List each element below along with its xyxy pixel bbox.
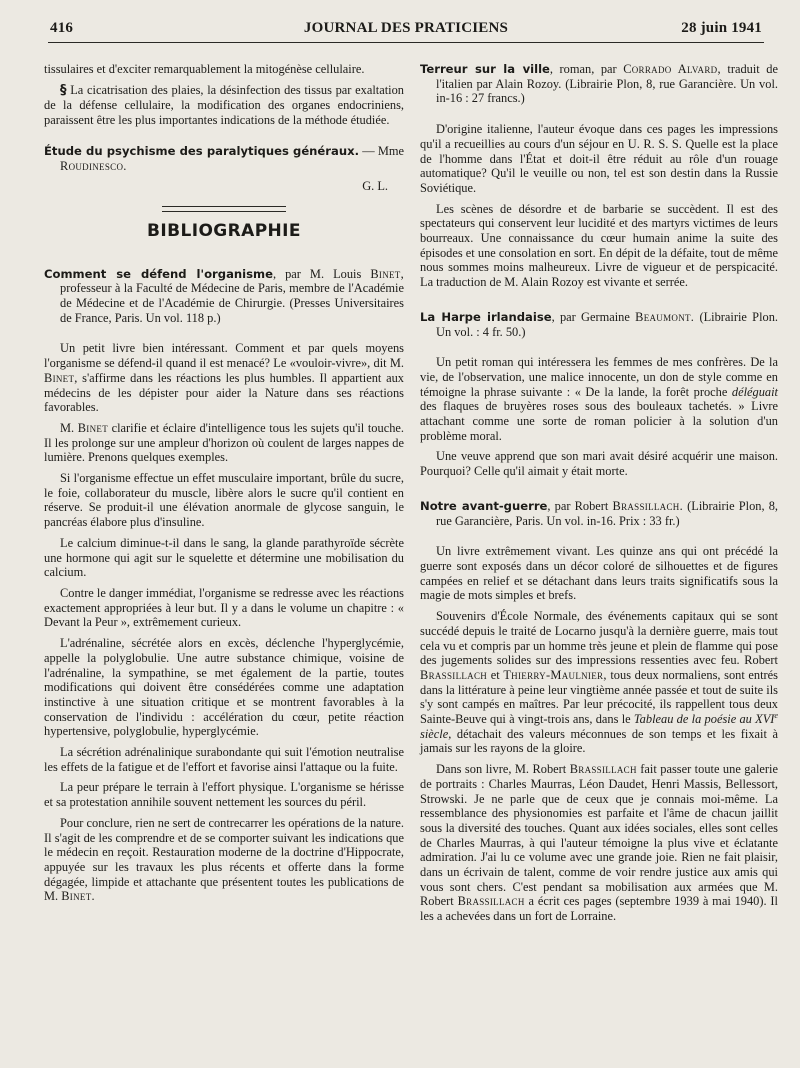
right-column	[420, 62, 778, 930]
review-4-paragraph-3: Dans son livre, M. Robert Brassillach fait passer toute une galerie de portraits : Charles Maurras, Léon Daudet, Henri Massis, Bellessort, Strowski. Je ne parle que de ceux que je connais moi-même. La ressemblance des physionomies est parfaite et l'âme de chacun jaillit sous la diversité des touches. Quant aux idées sociales, elles sont celles de Charles Maurras, à qui l'auteur témoigne la plus vive et éclatante admiration. J'ai lu ce volume avec une grande joie. Rien ne fait plaisir, dans un écrivain de talent, comme de voir rendre justice aux amis qui vous sont chers. C'est pendant sa mobilisation aux armées que M. Robert Brassillach a écrit ces pages (septembre 1939 à mai 1940). Il les a achevées dans un fort de Lorraine.	[420, 762, 778, 924]
issue-date: 28 juin 1941	[681, 20, 762, 36]
review-1-paragraph-7: La sécrétion adrénalinique surabondante qui suit l'émotion neutralise les effets de la fatigue et de l'effort et favorise ainsi l'attaque ou la fuite.	[44, 745, 404, 774]
etude-author: Roudinesco.	[60, 158, 127, 173]
page-number: 416	[50, 20, 74, 36]
book-title-4: Notre avant-guerre	[420, 498, 548, 513]
review-1-paragraph-1: Un petit livre bien intéressant. Comment et par quels moyens l'organisme se défend-il quand il est menacé? Le «vouloir-vivre», dit M. Binet, s'affirme dans les réactions les plus humbles. Il appartient aux médecins de les dépister pour aider la Nature dans ses réactions favorables.	[44, 341, 404, 415]
book-title-1: Comment se défend l'organisme	[44, 266, 273, 281]
book-title-3: La Harpe irlandaise	[420, 309, 552, 324]
section-divider	[162, 206, 286, 212]
book-entry-4: Notre avant-guerre, par Robert Brassillach. (Librairie Plon, 8, rue Garancière, Paris. Un vol. in-16. Prix : 33 fr.)	[420, 498, 779, 528]
review-3-paragraph-1: Un petit roman qui intéressera les femmes de mes confrères. De la vie, de l'observation, une malice innocente, un don de style comme en témoigne la phrase suivante : « De la lande, la forêt proche déléguait des flaques de bruyères roses sous des bouleaux tachetés. » Livre attachant comme une sorte de roman policier à la solution d'un problème moral.	[420, 355, 778, 443]
book-entry-2: Terreur sur la ville, roman, par Corrado Alvard, traduit de l'italien par Alain Rozoy. (Librairie Plon, 8, rue Garancière. Un vol. in-16 : 27 francs.)	[420, 62, 778, 106]
review-4-paragraph-2: Souvenirs d'École Normale, des événements capitaux qui se sont succédé depuis le traité de Locarno jusqu'à la dernière guerre, mais tout cela vu et compris par un homme très jeune et plein de flamme qui pose des jugements solides sur des impressions ressenties avec feu. Robert Brassillach et Thierry-Maulnier, tous deux normaliens, sont entrés dans la littérature à peine leur vingtième année passée et tout de suite ils s'y sont campés en maîtres. Par leur précocité, ils rappellent tous deux Sainte-Beuve qui à vingt-trois ans, dans le Tableau de la poésie au XVIe siècle, détachait des valeurs méconnues de son temps et les fixait à jamais sur les rayons de la gloire.	[420, 609, 779, 756]
book-author-4: Brassillach.	[612, 498, 683, 513]
book-author-1: Binet,	[370, 266, 404, 281]
review-1-paragraph-9: Pour conclure, rien ne sert de contrecarrer les opérations de la nature. Il s'agit de les comprendre et de se comporter suivant les indications que le médecin en reçoit. Restauration moderne de la doctrine d'Hippocrate, appuyée sur les travaux les plus récents et offerte dans la forme dégagée, limpide et attachante que présentent toutes les publications de M. Binet.	[44, 815, 404, 904]
review-1-paragraph-4: Le calcium diminue-t-il dans le sang, la glande parathyroïde sécrète une hormone qui agit sur le squelette et détermine une mobilisation du calcium.	[44, 535, 404, 580]
review-3-paragraph-2: Une veuve apprend que son mari avait désiré acquérir une maison. Pourquoi? Celle qu'il aimait y était morte.	[420, 449, 778, 479]
book-author-2: Corrado Alvard,	[623, 62, 721, 76]
review-1-paragraph-8: La peur prépare le terrain à l'effort physique. L'organisme se hérisse et sa protestation annihile souvent nettement les sources du péril.	[44, 780, 404, 810]
book-entry-1: Comment se défend l'organisme, par M. Louis Binet, professeur à la Faculté de Médecine de Paris, membre de l'Académie de Médecine et de l'Académie de Chirurgie. (Presses Universitaires de France, Paris. Un vol. 118 p.)	[44, 266, 404, 325]
review-1-paragraph-3: Si l'organisme effectue un effet musculaire important, brûle du sucre, le foie, collaborateur du muscle, libère alors le sucre qu'il contient en réserve. Se produit-il une élévation anormale de glycose sanguin, le pancréas élabore plus d'insuline.	[44, 471, 404, 530]
review-2-paragraph-1: D'origine italienne, l'auteur évoque dans ces pages les impressions qu'il a recueillies au cours d'un séjour en U. R. S. S. Quelle est la place de l'homme dans l'État et doit-il être réduit au rôle d'un rouage automatique? Qu'il le veuille ou non, tel est son destin dans la Russie Soviétique.	[420, 122, 778, 195]
journal-title: JOURNAL DES PRATICIENS	[303, 20, 509, 36]
signature: G. L.	[362, 179, 388, 194]
intro-paragraph-1: tissulaires et d'exciter remarquablement la mitogénèse cellulaire.	[44, 62, 365, 76]
book-entry-3: La Harpe irlandaise, par Germaine Beaumont. (Librairie Plon. Un vol. : 4 fr. 50.)	[420, 309, 778, 339]
left-column	[44, 62, 404, 910]
section-mark-icon: §	[60, 82, 67, 98]
review-2-paragraph-2: Les scènes de désordre et de barbarie se succèdent. Il est des spectateurs qui conservent leur lucidité et des martyrs victimes de leurs bourreaux. Une connaissance du cœur humain anime la suite des épisodes et une consolation en sort. En dépit de la défaite, tout de même nous sommes moins malheureux. Livre de vigueur et de perspicacité. La traduction de M. Alain Rozoy est vivante et serrée.	[420, 201, 778, 290]
review-1-paragraph-5: Contre le danger immédiat, l'organisme se redresse avec les réactions exactement appropriées à leur but. Il y a dans le volume un chapitre : « Devant la Peur », extrêmement curieux.	[44, 585, 404, 630]
book-author-3: Beaumont.	[635, 309, 695, 324]
running-head	[48, 18, 764, 43]
review-1-paragraph-2: M. Binet clarifie et éclaire d'intelligence tous les sujets qu'il touche. Il les prolonge sur une ampleur d'horizon où coulent de larges nappes de lumière. Prenons quelques exemples.	[44, 420, 404, 465]
etude-entry: Étude du psychisme des paralytiques généraux. — Mme Roudinesco.	[44, 143, 404, 173]
etude-title: Étude du psychisme des paralytiques généraux.	[44, 143, 359, 158]
intro-paragraph-2: § La cicatrisation des plaies, la désinfection des tissus par exaltation de la défense cellulaire, la modification des organes endocriniens, paraissent être les plus importantes indications de la méthode étudiée.	[44, 82, 404, 128]
book-title-2: Terreur sur la ville	[420, 62, 550, 76]
review-4-paragraph-1: Un livre extrêmement vivant. Les quinze ans qui ont précédé la guerre sont exposés dans un décor coloré de silhouettes et de figures campées en relief et se détachant dans leurs traits significatifs sous la magie de mots simples et brefs.	[420, 544, 778, 603]
review-1-paragraph-6: L'adrénaline, sécrétée alors en excès, déclenche l'hyperglycémie, appelle la polyglobulie. Une autre substance chimique, voisine de l'adrénaline, la sympathine, se met également de la partie, toutes modifications qui doivent être consédérées comme une adaptation instinctive à une situation critique et se montrent favorables à la conservation de l'individu : accélération du cœur, petite réaction hypertensive, polyglobulie, hyperglycémie.	[44, 636, 404, 739]
section-title: BIBLIOGRAPHIE	[147, 220, 301, 241]
